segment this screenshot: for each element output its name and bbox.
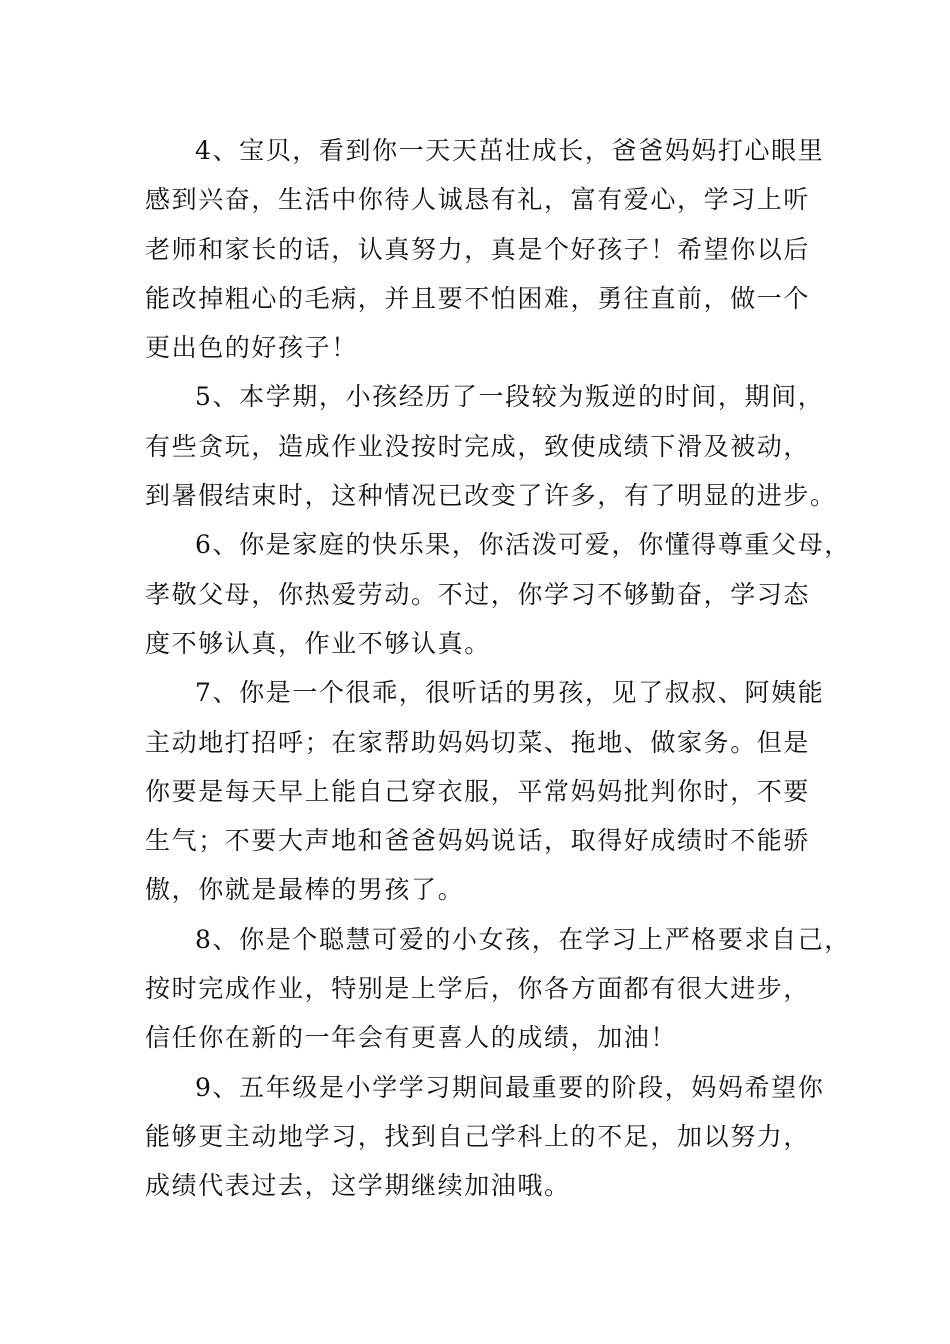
- paragraph-5: [145, 372, 837, 520]
- text-line: 更出色的好孩子！: [145, 333, 358, 363]
- text-line: 有些贪玩，造成作业没按时完成，致使成绩下滑及被动，: [145, 431, 811, 461]
- text-line: 老师和家长的话，认真努力，真是个好孩子！希望你以后: [145, 234, 811, 264]
- text-line: 6、你是家庭的快乐果，你活泼可爱，你懂得尊重父母，: [195, 530, 851, 560]
- text-line: 你要是每天早上能自己穿衣服，平常妈妈批判你时，不要: [145, 776, 811, 806]
- text-line: 7、你是一个很乖，很听话的男孩，见了叔叔、阿姨能: [195, 678, 825, 708]
- text-line: 主动地打招呼；在家帮助妈妈切菜、拖地、做家务。但是: [145, 727, 811, 757]
- paragraph-4: [145, 126, 825, 372]
- text-line: 到暑假结束时，这种情况已改变了许多，有了明显的进步。: [145, 481, 837, 511]
- text-line: 9、五年级是小学学习期间最重要的阶段，妈妈希望你: [195, 1072, 825, 1102]
- text-line: 孝敬父母，你热爱劳动。不过，你学习不够勤奋，学习态: [145, 579, 811, 609]
- paragraph-7: [145, 668, 825, 914]
- text-line: 5、本学期，小孩经历了一段较为叛逆的时间，期间，: [195, 382, 825, 412]
- text-line: 生气；不要大声地和爸爸妈妈说话，取得好成绩时不能骄: [145, 826, 811, 856]
- text-line: 4、宝贝，看到你一天天茁壮成长，爸爸妈妈打心眼里: [195, 136, 825, 165]
- text-line: 8、你是个聪慧可爱的小女孩，在学习上严格要求自己，: [195, 924, 851, 954]
- text-line: 信任你在新的一年会有更喜人的成绩，加油！: [145, 1023, 678, 1053]
- text-line: 能改掉粗心的毛病，并且要不怕困难，勇往直前，做一个: [145, 283, 811, 313]
- paragraph-8: [145, 915, 851, 1063]
- document-body: [145, 126, 851, 1211]
- text-line: 度不够认真，作业不够认真。: [145, 628, 491, 658]
- text-line: 成绩代表过去，这学期继续加油哦。: [145, 1171, 571, 1201]
- text-line: 按时完成作业，特别是上学后，你各方面都有很大进步，: [145, 974, 811, 1004]
- paragraph-9: [145, 1063, 825, 1211]
- text-line: 感到兴奋，生活中你待人诚恳有礼，富有爱心，学习上听: [145, 185, 811, 215]
- text-line: 能够更主动地学习，找到自己学科上的不足，加以努力，: [145, 1121, 811, 1151]
- paragraph-6: [145, 520, 851, 668]
- text-line: 傲，你就是最棒的男孩了。: [145, 875, 465, 905]
